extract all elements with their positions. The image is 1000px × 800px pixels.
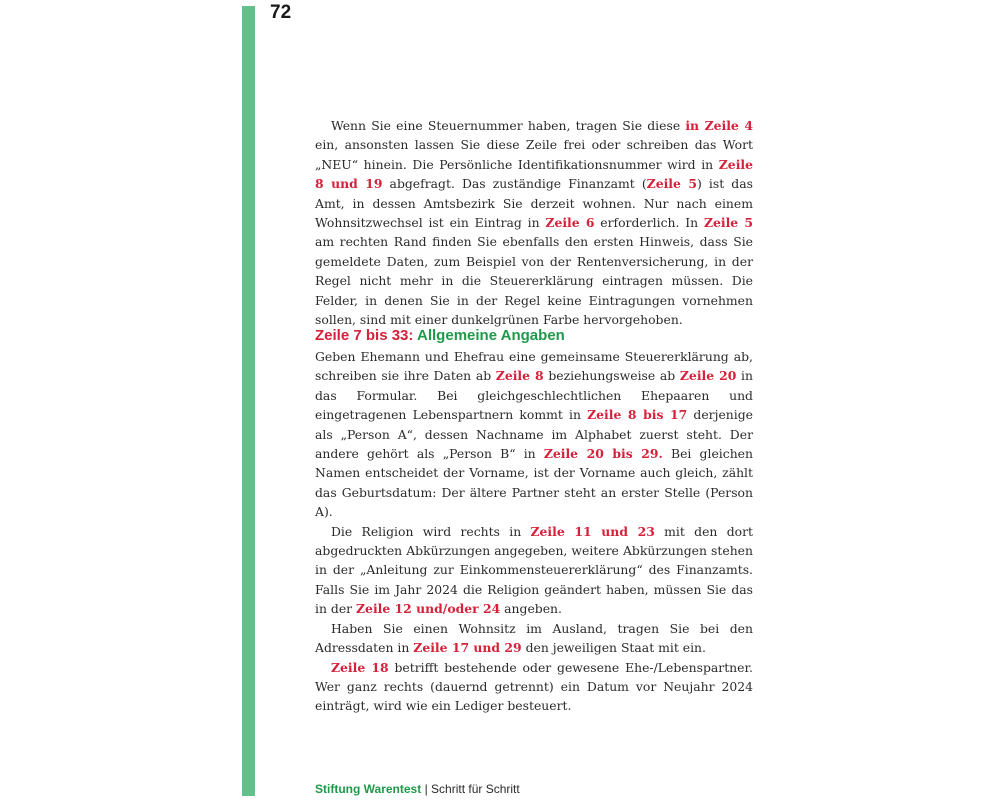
page-footer — [315, 781, 520, 797]
line-reference: Zeile 20 — [679, 368, 737, 384]
line-reference: Zeile 6 — [545, 215, 595, 231]
section-body — [315, 347, 753, 716]
footer-separator: | — [424, 782, 428, 796]
footer-series: Schritt für Schritt — [431, 782, 520, 796]
line-reference: Zeile 8 bis 17 — [587, 407, 688, 423]
section-heading-line-ref: Zeile 7 bis 33: — [315, 327, 414, 344]
line-reference: Zeile 11 und 23 — [530, 523, 655, 539]
section-paragraph-4: Zeile 18 betrifft bestehende oder gewesene Ehe-/Lebenspartner. Wer ganz rechts (dauernd getrennt) ein Datum vor Neujahr 2024 einträgt, wird wie ein Lediger besteuert. — [315, 659, 753, 714]
section-heading-title: Allgemeine Angaben — [417, 327, 565, 344]
line-reference: Zeile 12 und/oder 24 — [356, 601, 501, 617]
intro-paragraph-1: Wenn Sie eine Steuernummer haben, tragen Sie diese in Zeile 4 ein, ansonsten lassen Sie diese Zeile frei oder schreiben das Wort „NEU“ hinein. Die Persönliche Identifikationsnummer wird in Zeile 8 und 19 abgefragt. Das zuständige Finanzamt (Zeile 5) ist das Amt, in dessen Amtsbezirk Sie derzeit wohnen. Nur nach einem Wohnsitzwechsel ist ein Eintrag in Zeile 6 erforderlich. In Zeile 5 am rechten Rand finden Sie ebenfalls den ersten Hinweis, dass Sie gemeldete Daten, zum Beispiel von der Rentenversicherung, in der Regel nicht mehr in die Steuererklärung eintragen müssen. Die Felder, in denen Sie in der Regel keine Eintragungen vornehmen sollen, sind mit einer dunkelgrünen Farbe hervorgehoben. — [315, 118, 753, 328]
line-reference: Zeile 8 — [495, 368, 544, 384]
line-reference: Zeile 5 — [646, 176, 697, 192]
intro-text — [315, 116, 753, 329]
line-reference: Zeile 18 — [331, 659, 389, 675]
green-side-bar — [242, 6, 255, 796]
line-reference: Zeile 8 und 19 — [315, 156, 753, 192]
line-reference: in Zeile 4 — [685, 118, 753, 133]
section-paragraph-1: Geben Ehemann und Ehefrau eine gemeinsame Steuererklärung ab, schreiben sie ihre Daten ab Zeile 8 beziehungsweise ab Zeile 20 in das Formular. Bei gleichgeschlechtlichen Ehepaaren und eingetragenen Lebenspartnern kommt in Zeile 8 bis 17 derjenige als „Person A“, dessen Nachname im Alphabet zuerst steht. Der andere gehört als „Person B“ in Zeile 20 bis 29. Bei gleichen Namen entscheidet der Vorname, ist der Vorname auch gleich, zählt das Geburtsdatum: Der ältere Partner steht an erster Stelle (Person A). — [315, 349, 753, 520]
line-reference: Zeile 5 — [703, 215, 753, 231]
page-number: 72 — [270, 2, 292, 23]
footer-brand: Stiftung Warentest — [315, 782, 422, 796]
section-paragraph-3: Haben Sie einen Wohnsitz im Ausland, tragen Sie bei den Adressdaten in Zeile 17 und 29 den jeweiligen Staat mit ein. — [315, 620, 753, 656]
section-heading — [315, 326, 755, 346]
section-paragraph-2: Die Religion wird rechts in Zeile 11 und 23 mit den dort abgedruckten Abkürzungen angegeben, weitere Abkürzungen stehen in der „Anleitung zur Einkommensteuererklärung“ des Finanzamts. Falls Sie im Jahr 2024 die Religion geändert haben, müssen Sie das in der Zeile 12 und/oder 24 angeben. — [315, 523, 753, 617]
line-reference: Zeile 17 und 29 — [413, 640, 522, 656]
line-reference: Zeile 20 bis 29. — [543, 446, 663, 462]
